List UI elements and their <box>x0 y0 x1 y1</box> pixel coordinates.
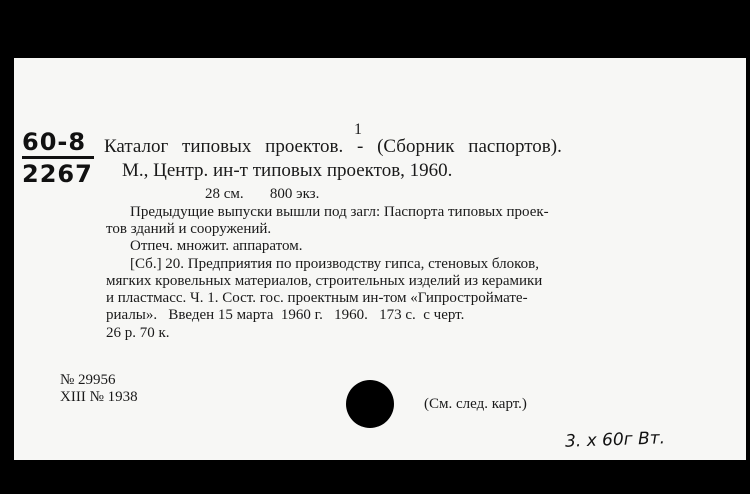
handwritten-note: 3. x 60г Вт. <box>564 428 666 452</box>
note-previous-issues-cont: тов зданий и сооружений. <box>106 221 272 237</box>
see-next-card: (См. след. карт.) <box>424 396 527 412</box>
note-previous-issues: Предыдущие выпуски вышли под загл: Паспорта типовых проек- <box>130 204 549 220</box>
contents-line-1: [Сб.] 20. Предприятия по производству гипса, стеновых блоков, <box>130 256 540 272</box>
call-number-divider <box>22 156 94 159</box>
contents-line-2: мягких кровельных материалов, строительных изделий из керамики <box>106 273 543 289</box>
title-line: Каталог типовых проектов. - (Сборник паспортов). <box>104 136 562 157</box>
registration-code: XIII № 1938 <box>60 389 138 405</box>
call-number-top: 60-8 <box>22 128 87 156</box>
call-number-bottom: 2267 <box>22 160 93 188</box>
contents-line-3: и пластмасс. Ч. 1. Сост. гос. проектным ин-том «Гипростроймате- <box>106 290 528 306</box>
contents-line-5: 26 р. 70 к. <box>106 325 170 341</box>
note-printing: Отпеч. множит. аппаратом. <box>130 238 303 254</box>
registration-number: № 29956 <box>60 372 116 388</box>
imprint-line: М., Центр. ин-т типовых проектов, 1960. <box>122 160 453 181</box>
physical-description: 28 см. 800 экз. <box>205 186 320 202</box>
card-number: 1 <box>354 121 362 138</box>
contents-line-4: риалы». Введен 15 марта 1960 г. 1960. 173 с. с черт. <box>106 307 465 323</box>
punch-hole <box>346 380 394 428</box>
